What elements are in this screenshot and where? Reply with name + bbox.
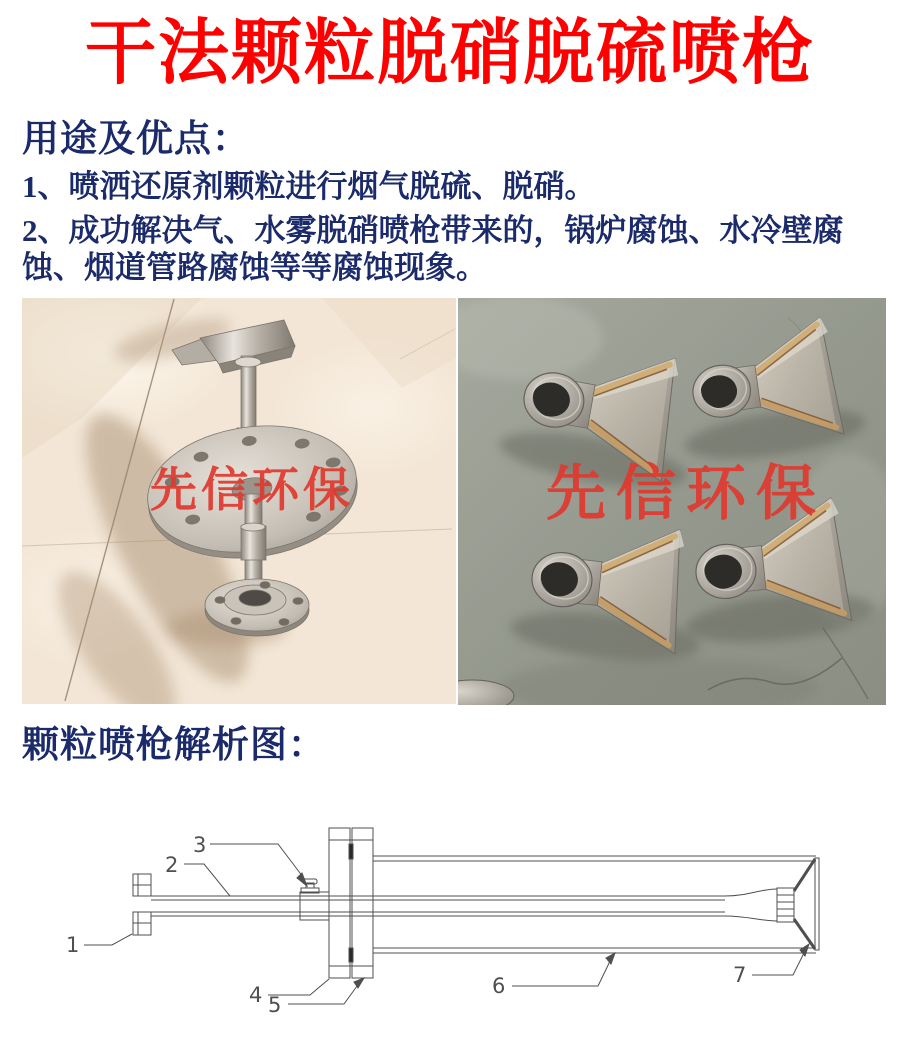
spray-gun-photo — [22, 298, 456, 704]
part-label-1: 1 — [66, 933, 80, 957]
advantages-heading: 用途及优点： — [22, 119, 250, 160]
spray-gun-diagram — [0, 810, 900, 1060]
part-label-7: 7 — [733, 963, 747, 987]
watermark-left: 先信环保 — [150, 465, 354, 517]
part-label-3: 3 — [193, 833, 207, 857]
part-label-6: 6 — [492, 974, 506, 998]
page-title: 干法颗粒脱硝脱硫喷枪 — [84, 15, 815, 93]
diagram-heading: 颗粒喷枪解析图： — [22, 725, 326, 766]
advantage-point-1: 1、喷洒还原剂颗粒进行烟气脱硫、脱硝。 — [22, 169, 596, 204]
advantage-point-2: 2、成功解决气、水雾脱硝喷枪带来的，锅炉腐蚀、水冷壁腐蚀、烟道管路腐蚀等等腐蚀现象。 — [22, 213, 844, 285]
watermark-right: 先信环保 — [546, 461, 826, 527]
part-label-4: 4 — [249, 983, 263, 1007]
nozzle-heads-photo — [458, 298, 886, 705]
part-label-5: 5 — [268, 993, 282, 1017]
part-label-2: 2 — [165, 853, 179, 877]
